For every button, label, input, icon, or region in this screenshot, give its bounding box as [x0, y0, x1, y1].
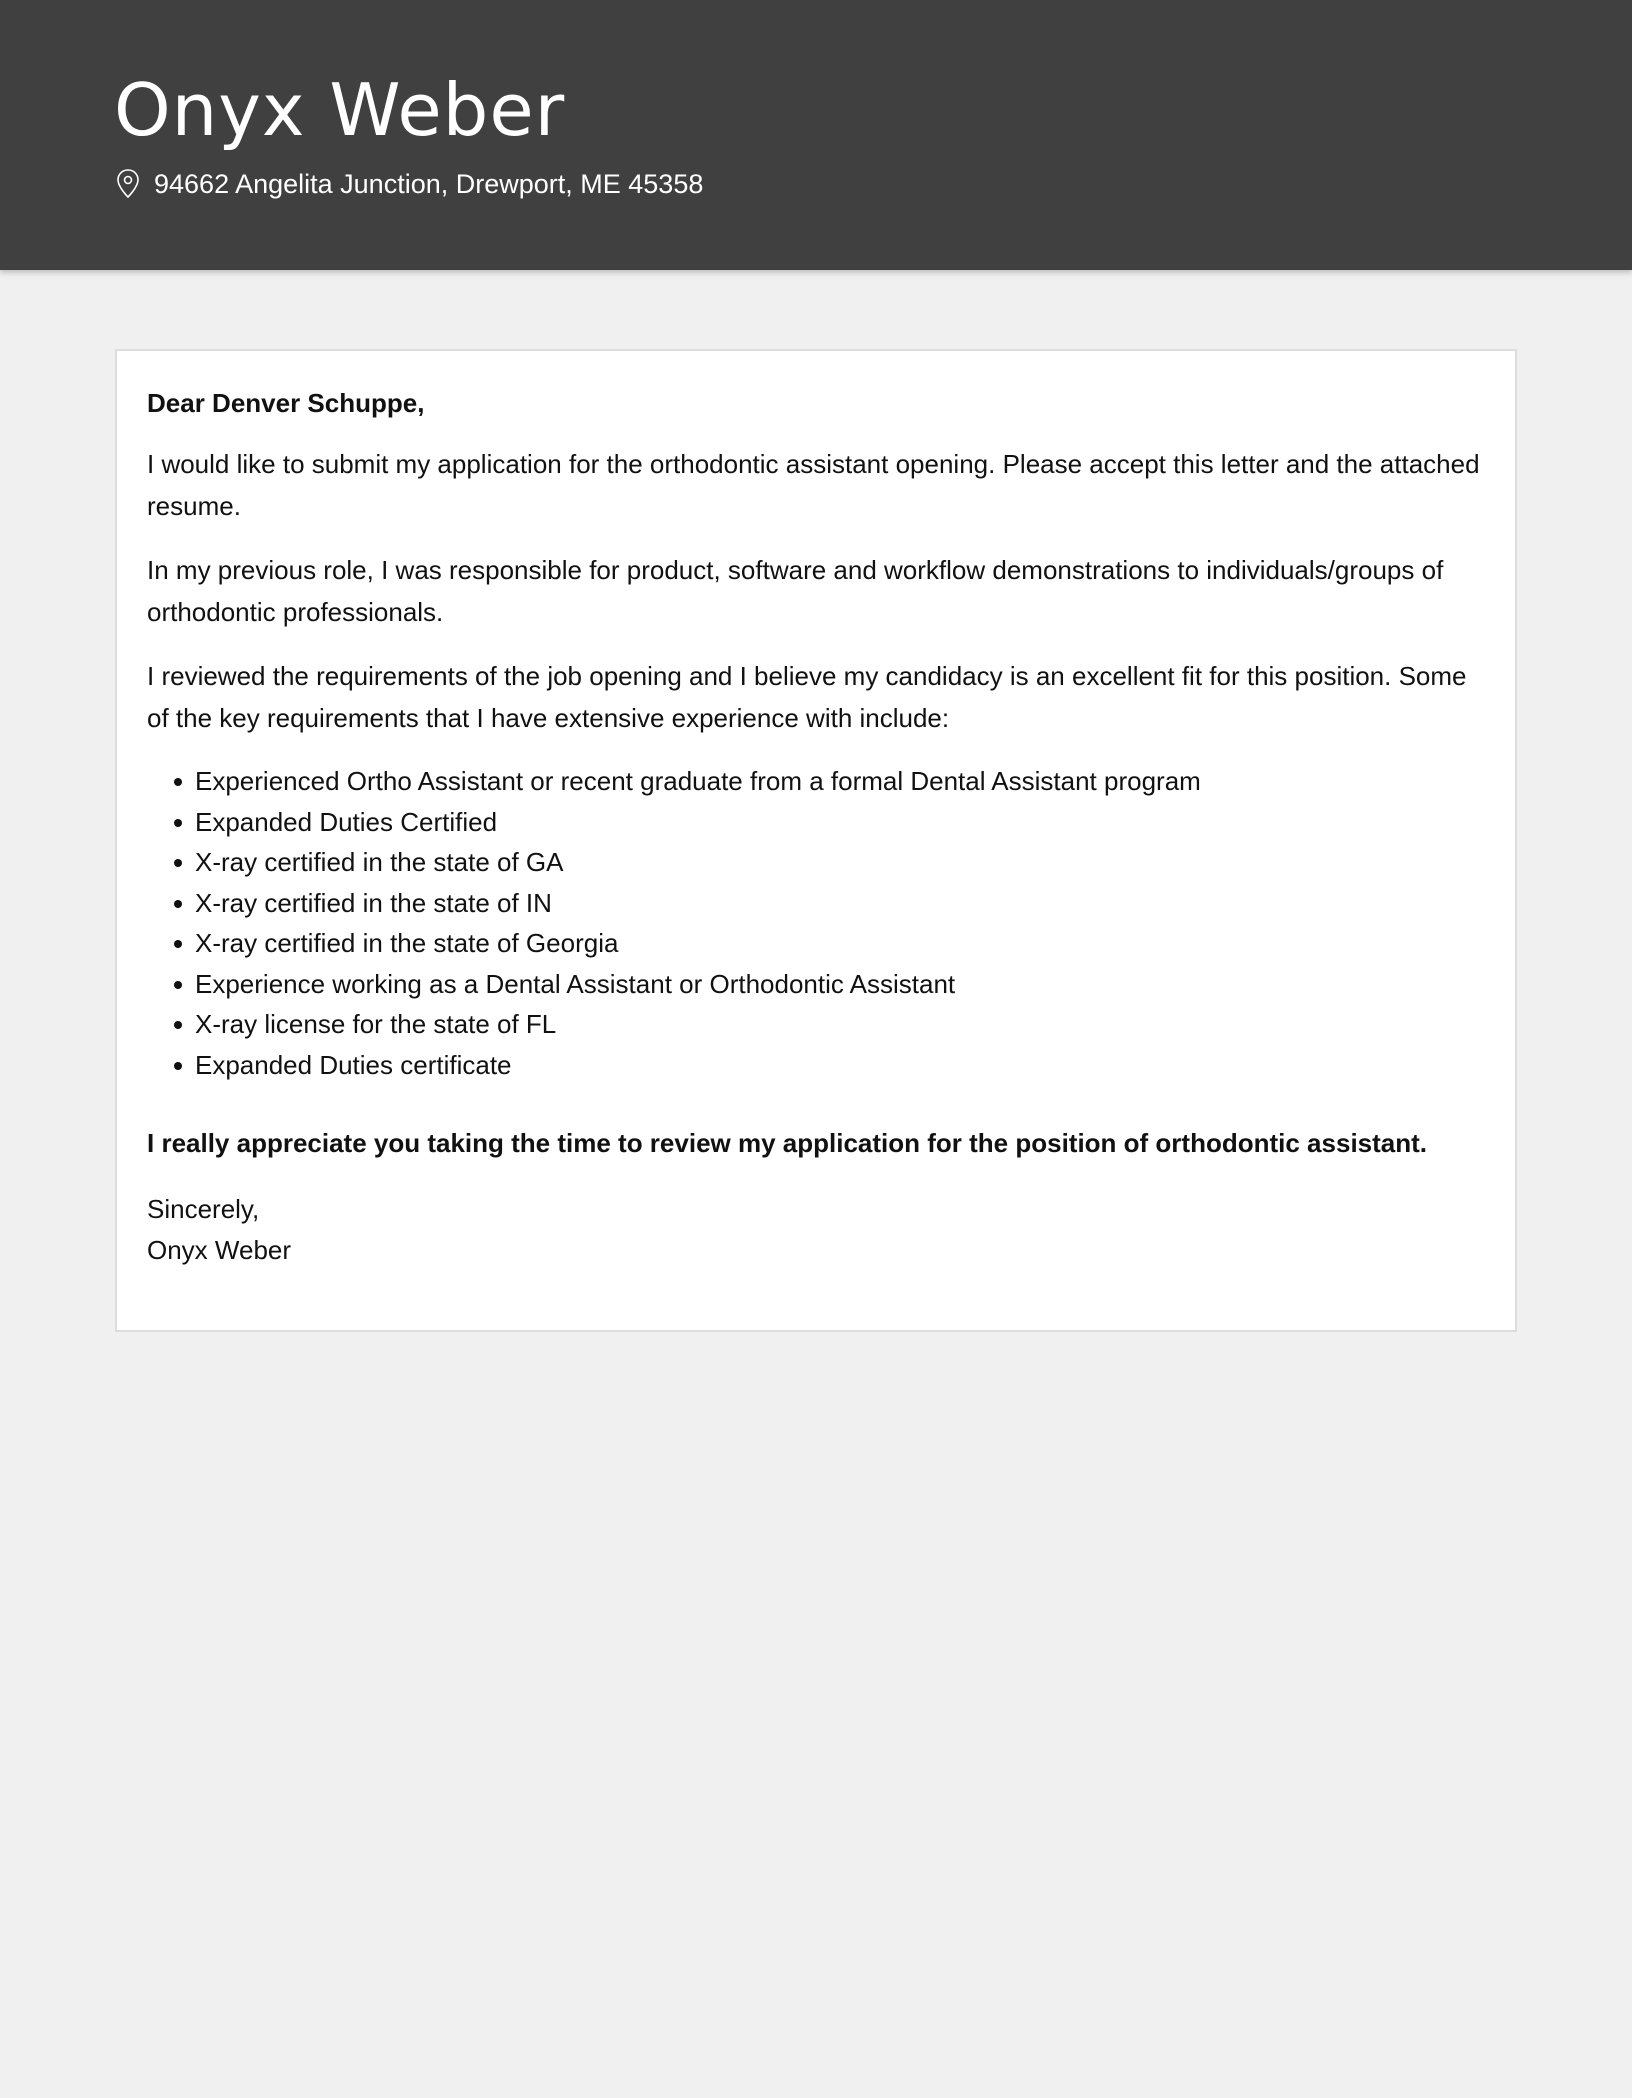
requirement-item: X-ray certified in the state of IN — [147, 883, 1485, 924]
requirement-item: Expanded Duties certificate — [147, 1045, 1485, 1086]
applicant-name: Onyx Weber — [114, 68, 566, 152]
requirements-list — [147, 761, 1485, 1085]
address-line — [114, 164, 703, 204]
requirement-item: Experienced Ortho Assistant or recent graduate from a formal Dental Assistant program — [147, 761, 1485, 802]
letter-closing: I really appreciate you taking the time to review my application for the position of orthodontic assistant. — [147, 1128, 1428, 1158]
address-text: 94662 Angelita Junction, Drewport, ME 45358 — [154, 168, 704, 199]
letter-signoff: Sincerely, — [147, 1194, 260, 1224]
letter-paragraph: In my previous role, I was responsible for product, software and workflow demonstrations to individuals/groups of orthodontic professionals. — [147, 555, 1444, 627]
page-header — [0, 0, 1632, 270]
requirement-item: X-ray certified in the state of Georgia — [147, 923, 1485, 964]
cover-letter-card — [115, 349, 1517, 1332]
requirement-item: Experience working as a Dental Assistant or Orthodontic Assistant — [147, 964, 1485, 1005]
requirement-item: Expanded Duties Certified — [147, 802, 1485, 843]
letter-paragraph: I reviewed the requirements of the job opening and I believe my candidacy is an excellent fit for this position. Some of the key requirements that I have extensive experience with include: — [147, 661, 1467, 733]
letter-greeting: Dear Denver Schuppe, — [147, 388, 425, 418]
letter-paragraph: I would like to submit my application for the orthodontic assistant opening. Please accept this letter and the attached resume. — [147, 449, 1480, 521]
map-pin-icon — [114, 168, 142, 200]
requirement-item: X-ray certified in the state of GA — [147, 842, 1485, 883]
requirement-item: X-ray license for the state of FL — [147, 1004, 1485, 1045]
letter-signature: Onyx Weber — [147, 1235, 292, 1265]
